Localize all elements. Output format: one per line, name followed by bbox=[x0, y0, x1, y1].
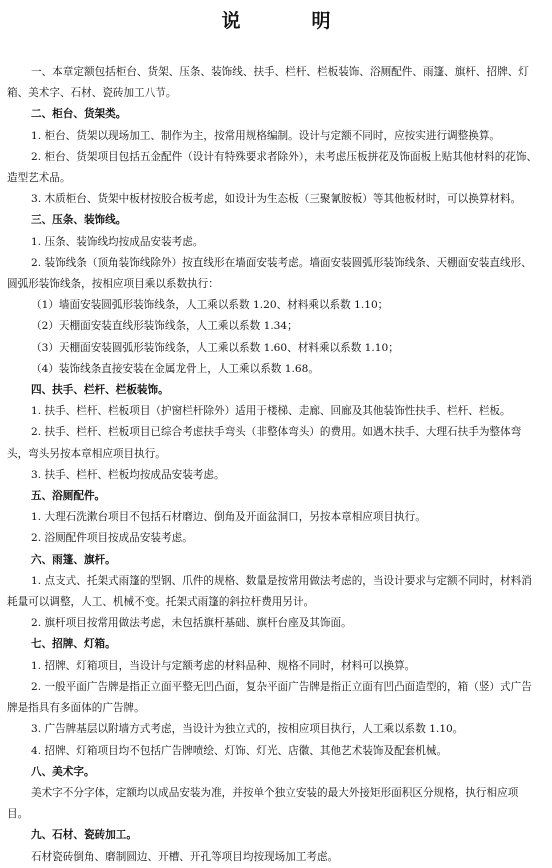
paragraph: 2. 旗杆项目按常用做法考虑，未包括旗杆基础、旗杆台座及其饰面。 bbox=[31, 617, 352, 630]
paragraph: 2. 装饰线条（顶角装饰线除外）按直线形在墙面安装考虑。墙面安装圆弧形装饰线条、天棚面安装直线形、圆弧形装饰线条，按相应项目乘以系数执行： bbox=[7, 256, 532, 291]
paragraph: 1. 压条、装饰线均按成品安装考虑。 bbox=[31, 235, 204, 248]
paragraph: 美术字不分字体，定额均以成品安装为准，并按单个独立安装的最大外接矩形面积区分规格，执行相应项目。 bbox=[7, 786, 519, 821]
paragraph: 2. 柜台、货架项目包括五金配件（设计有特殊要求者除外），未考虑压板拼花及饰面板上贴其他材料的花饰、造型艺术品。 bbox=[7, 150, 538, 185]
paragraph: 4. 招牌、灯箱项目均不包括广告牌喷绘、灯饰、灯光、店徽、其他艺术装饰及配套机械。 bbox=[31, 744, 448, 757]
paragraph: 1. 柜台、货架以现场加工、制作为主，按常用规格编制。设计与定额不同时，应按实进行调整换算。 bbox=[31, 129, 501, 142]
section-heading: 八、美术字。 bbox=[31, 765, 95, 778]
section-heading: 九、石材、瓷砖加工。 bbox=[31, 829, 137, 842]
paragraph: （1）墙面安装圆弧形装饰线条，人工乘以系数 1.20、材料乘以系数 1.10； bbox=[31, 299, 389, 312]
paragraph: （2）天棚面安装直线形装饰线条，人工乘以系数 1.34； bbox=[31, 320, 298, 333]
paragraph: 1. 点支式、托架式雨篷的型钢、爪件的规格、数量是按常用做法考虑的，当设计要求与定额不同时，材料消耗量可以调整，人工、机械不变。托架式雨篷的斜拉杆费用另计。 bbox=[7, 574, 532, 609]
paragraph: 2. 浴厕配件项目按成品安装考虑。 bbox=[31, 532, 193, 545]
paragraph: 1. 扶手、栏杆、栏板项目（护窗栏杆除外）适用于楼梯、走廊、回廊及其他装饰性扶手、栏杆、栏板。 bbox=[31, 405, 511, 418]
paragraph: 2. 一般平面广告牌是指正立面平整无凹凸面，复杂平面广告牌是指正立面有凹凸面造型的，箱（竖）式广告牌是指具有多面体的广告牌。 bbox=[7, 680, 532, 715]
paragraph: 1. 招牌、灯箱项目，当设计与定额考虑的材料品种、规格不同时，材料可以换算。 bbox=[31, 659, 416, 672]
page-title: 说 明 bbox=[221, 10, 357, 32]
paragraph: 1. 大理石洗漱台项目不包括石材磨边、倒角及开面盆洞口，另按本章相应项目执行。 bbox=[31, 511, 426, 524]
section-heading: 三、压条、装饰线。 bbox=[31, 214, 127, 227]
section-heading: 五、浴厕配件。 bbox=[31, 490, 106, 503]
section-heading: 四、扶手、栏杆、栏板装饰。 bbox=[31, 384, 169, 397]
section-heading: 六、雨篷、旗杆。 bbox=[31, 553, 116, 566]
paragraph: 3. 木质柜台、货架中板材按胶合板考虑，如设计为生态板（三聚氰胺板）等其他板材时，可以换算材料。 bbox=[31, 193, 522, 206]
section-heading: 二、柜台、货架类。 bbox=[31, 108, 127, 121]
document-body bbox=[0, 62, 552, 868]
paragraph: 3. 广告牌基层以附墙方式考虑，当设计为独立式的，按相应项目执行，人工乘以系数 1.10。 bbox=[31, 723, 464, 736]
paragraph: 石材瓷砖倒角、磨制圆边、开槽、开孔等项目均按现场加工考虑。 bbox=[31, 850, 339, 863]
section-heading: 七、招牌、灯箱。 bbox=[31, 638, 116, 651]
paragraph: 2. 扶手、栏杆、栏板项目已综合考虑扶手弯头（非整体弯头）的费用。如遇木扶手、大理石扶手为整体弯头，弯头另按本章相应项目执行。 bbox=[7, 426, 522, 460]
paragraph: 3. 扶手、栏杆、栏板均按成品安装考虑。 bbox=[31, 468, 225, 481]
paragraph: （3）天棚面安装圆弧形装饰线条，人工乘以系数 1.60、材料乘以系数 1.10； bbox=[31, 341, 399, 354]
paragraph: （4）装饰线条直接安装在金属龙骨上，人工乘以系数 1.68。 bbox=[31, 362, 319, 375]
paragraph: 一、本章定额包括柜台、货架、压条、装饰线、扶手、栏杆、栏板装饰、浴厕配件、雨篷、旗杆、招牌、灯箱、美术字、石材、瓷砖加工八节。 bbox=[7, 66, 529, 100]
